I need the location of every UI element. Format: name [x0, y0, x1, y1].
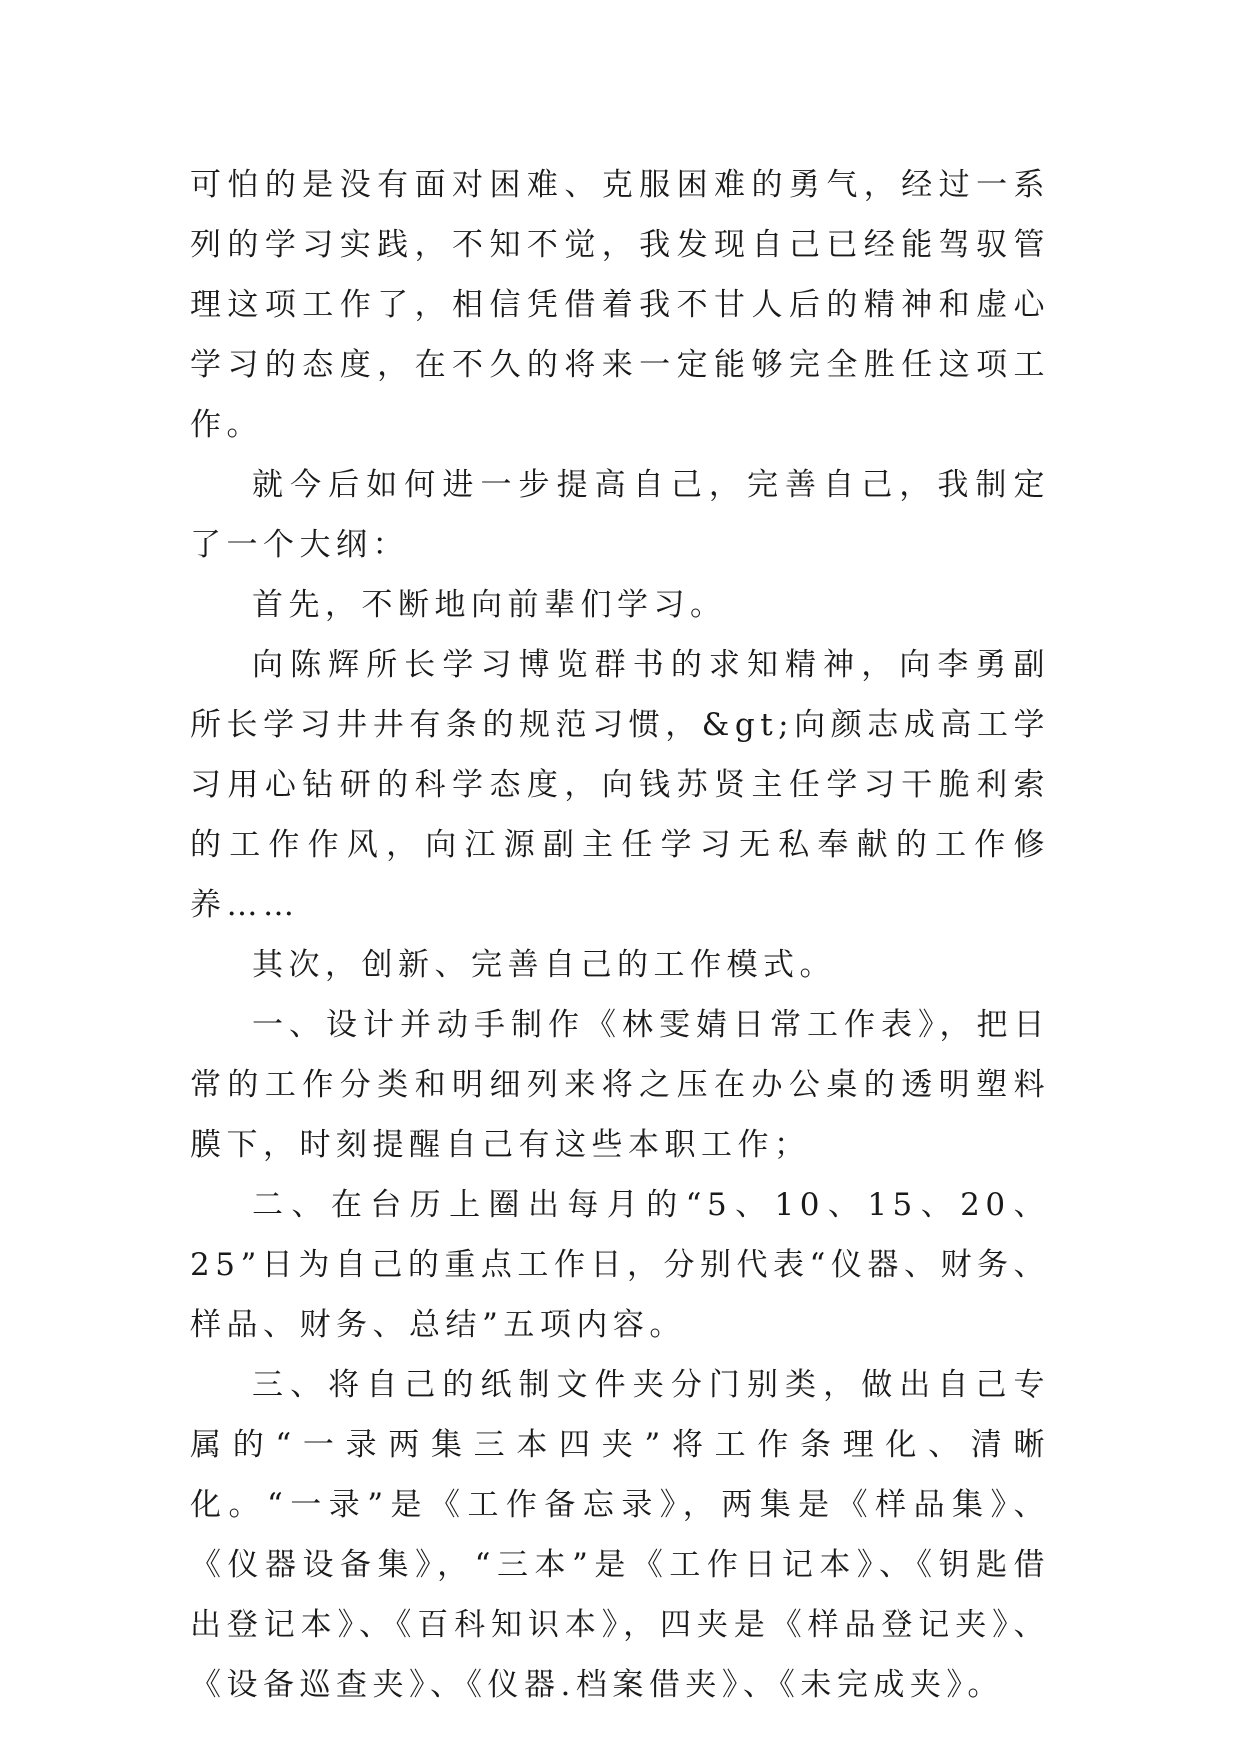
paragraph-item-two: 二、在台历上圈出每月的“5、10、15、20、25”日为自己的重点工作日，分别代表“仪器、财务、样品、财务、总结”五项内容。 [190, 1187, 1050, 1343]
document-body [190, 155, 1050, 1715]
paragraph-outline-intro: 就今后如何进一步提高自己，完善自己，我制定了一个大纲： [190, 467, 1050, 563]
paragraph-item-three: 三、将自己的纸制文件夹分门别类，做出自己专属的“一录两集三本四夹”将工作条理化、清晰化。“一录”是《工作备忘录》，两集是《样品集》、《仪器设备集》，“三本”是《工作日记本》、《钥匙借出登记本》、《百科知识本》，四夹是《样品登记夹》、《设备巡查夹》、《仪器.档案借夹》、《未完成夹》。 [190, 1367, 1050, 1703]
paragraph-first-point: 首先，不断地向前辈们学习。 [252, 587, 727, 623]
paragraph-second-point: 其次，创新、完善自己的工作模式。 [252, 947, 836, 983]
paragraph-learn-from-seniors: 向陈辉所长学习博览群书的求知精神，向李勇副所长学习井井有条的规范习惯，&gt;向颜志成高工学习用心钻研的科学态度，向钱苏贤主任学习干脆利索的工作作风，向江源副主任学习无私奉献的工作修养…… [190, 647, 1050, 923]
paragraph-continuation: 可怕的是没有面对困难、克服困难的勇气，经过一系列的学习实践，不知不觉，我发现自己已经能驾驭管理这项工作了，相信凭借着我不甘人后的精神和虚心学习的态度，在不久的将来一定能够完全胜任这项工作。 [190, 167, 1050, 443]
paragraph-item-one: 一、设计并动手制作《林雯婧日常工作表》，把日常的工作分类和明细列来将之压在办公桌的透明塑料膜下，时刻提醒自己有这些本职工作； [190, 1007, 1050, 1163]
